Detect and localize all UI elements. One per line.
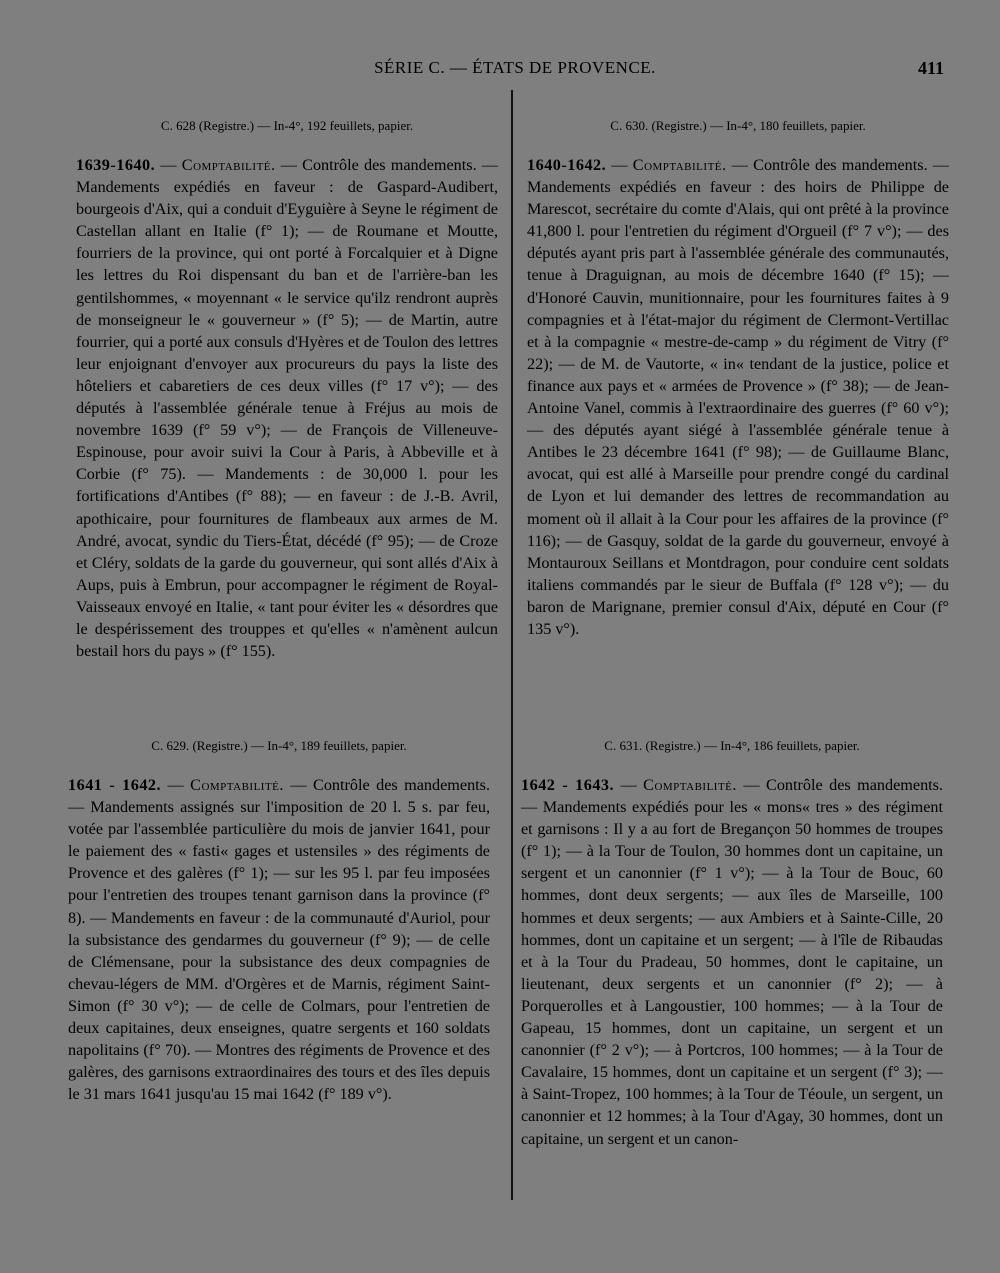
entry-caption: C. 629. (Registre.) — In-4°, 189 feuillets, papier. [151,738,407,753]
entry-text: Contrôle des mandements. — Mandements expédiés pour les « mons« tres » des régiment et garnisons : Il y a au fort de Bregançon 50 hommes de troupes (f° 1); — à la Tour de Toulon, 30 hommes dont un capitaine, un sergent et un canonnier (f° 1 v°); — à la Tour de Bouc, 60 hommes, dont deux sergents; — aux îles de Marseille, 100 hommes et deux sergents; — aux Ambiers et à Sainte-Cille, 20 hommes, dont un capitaine et un sergent; — à l'île de Ribaudas et à la Tour du Pradeau, 50 hommes, dont le capitaine, un lieutenant, deux sergents et un canonnier (f° 2); — à Porquerolles et à Langoustier, 100 hommes; — à la Tour de Gapeau, 15 hommes, dont un capitaine, un sergent et un canonnier (f° 2 v°); — à Portcros, 100 hommes; — à la Tour de Cavalaire, 15 hommes, dont un capitaine et un sergent (f° 3); — à Saint-Tropez, 100 hommes; à la Tour de Téoule, un sergent, un canonnier et 12 hommes; à la Tour d'Agay, 30 hommes, dont un capitaine, un sergent et un canon- [521,776,944,1148]
entry-rubric: Comptabilité. [632,156,727,174]
entry-rubric: Comptabilité. [643,776,737,794]
entry-text: Contrôle des mandements. — Mandements assignés sur l'imposition de 20 l. 5 s. par feu, votée par l'assemblée particulière du mois de janvier 1641, pour le paiement des « fasti« gages et ustensiles » des régiments de Provence et des galères (f° 1); — sur les 95 l. par feu imposées pour l'entretien des troupes tenant garnison dans la province (f° 8). — Mandements en faveur : de la communauté d'Auriol, pour la subsistance des gendarmes du gouverneur (f° 9); — de celle de Clémensane, pour la subsistance des deux compagnies de chevau-légers de MM. d'Orgères et de Marnis, régiment Saint-Simon (f° 30 v°); — de celle de Colmars, pour l'entretien de deux capitaines, deux enseignes, quatre sergents et 160 soldats napolitains (f° 70). — Montres des régiments de Provence et des galères, des garnisons extraordinaires des tours et des îles depuis le 31 mars 1641 jusqu'au 15 mai 1642 (f° 189 v°). [68,776,491,1104]
entry-rubric: Comptabilité. [190,776,284,794]
entry-c630 [527,118,949,640]
entry-body: 1642 - 1643. — Comptabilité. — Contrôle des mandements. — Mandements expédiés pour les « mons« tres » des régiment et garnisons : Il y a au fort de Bregançon 50 hommes de troupes (f° 1); — à la Tour de Toulon, 30 hommes dont un capitaine, un sergent et un canonnier (f° 1 v°); — à la Tour de Bouc, 60 hommes, dont deux sergents; — aux îles de Marseille, 100 hommes et deux sergents; — aux Ambiers et à Sainte-Cille, 20 hommes, dont un capitaine et un sergent; — à l'île de Ribaudas et à la Tour du Pradeau, 50 hommes, dont le capitaine, un lieutenant, deux sergents et un canonnier (f° 2); — à Porquerolles et à Langoustier, 100 hommes; — à la Tour de Gapeau, 15 hommes, dont un capitaine, un sergent et un canonnier (f° 2 v°); — à Portcros, 100 hommes; — à la Tour de Cavalaire, 15 hommes, dont un capitaine et un sergent (f° 3); — à Saint-Tropez, 100 hommes; à la Tour de Téoule, un sergent, un canonnier et 12 hommes; à la Tour d'Agay, 30 hommes, dont un capitaine, un sergent et un canon- [521,776,944,1148]
entry-body: 1641 - 1642. — Comptabilité. — Contrôle des mandements. — Mandements assignés sur l'imposition de 20 l. 5 s. par feu, votée par l'assemblée particulière du mois de janvier 1641, pour le paiement des « fasti« gages et ustensiles » des régiments de Provence et des galères (f° 1); — sur les 95 l. par feu imposées pour l'entretien des troupes tenant garnison dans la province (f° 8). — Mandements en faveur : de la communauté d'Auriol, pour la subsistance des gendarmes du gouverneur (f° 9); — de celle de Clémensane, pour la subsistance des deux compagnies de chevau-légers de MM. d'Orgères et de Marnis, régiment Saint-Simon (f° 30 v°); — de celle de Colmars, pour l'entretien de deux capitaines, deux enseignes, quatre sergents et 160 soldats napolitains (f° 70). — Montres des régiments de Provence et des galères, des garnisons extraordinaires des tours et des îles depuis le 31 mars 1641 jusqu'au 15 mai 1642 (f° 189 v°). [68,776,491,1104]
entry-caption: C. 631. (Registre.) — In-4°, 186 feuillets, papier. [604,738,860,753]
entry-caption: C. 630. (Registre.) — In-4°, 180 feuillets, papier. [610,118,866,133]
entry-date: 1642 - 1643. [521,776,615,794]
entry-date: 1640-1642. [527,156,607,174]
entry-date: 1639-1640. [76,156,156,174]
entry-body: 1640-1642. — Comptabilité. — Contrôle des mandements. — Mandements expédiés en faveur : des hoirs de Philippe de Marescot, secrétaire du comte d'Alais, qui ont prêté à la province 41,800 l. pour l'entretien du régiment d'Orgueil (f° 7 v°); — des députés ayant pris part à l'assemblée générale des communautés, tenue à Draguignan, au mois de décembre 1640 (f° 15); — d'Honoré Cauvin, munitionnaire, pour les fournitures faites à 9 compagnies et à l'état-major du régiment de Clermont-Vertillac et à la compagnie « mestre-de-camp » du régiment de Vitry (f° 22); — de M. de Vautorte, « in« tendant de la justice, police et finance aux pays et « armées de Provence » (f° 38); — de Jean-Antoine Vanel, commis à l'extraordinaire des guerres (f° 60 v°); — des députés ayant siégé à l'assemblée générale tenue à Antibes le 23 décembre 1641 (f° 98); — de Guillaume Blanc, avocat, qui est allé à Marseille pour prendre congé du cardinal de Lyon et lui demander des lettres de recommandation au moment où il allait à la Cour pour les affaires de la province (f° 116); — de Gasquy, soldat de la garde du gouverneur, envoyé à Montauroux Seillans et Montdragon, pour conduire cent soldats italiens commandés par le sieur de Buffala (f° 128 v°); — du baron de Marignane, premier consul d'Aix, député en Cour (f° 135 v°). [527,156,949,638]
page-number: 411 [918,58,945,78]
entry-c631 [521,738,943,1150]
entry-date: 1641 - 1642. [68,776,162,794]
entry-c629 [68,738,490,1105]
entry-c628 [76,118,498,662]
entry-text: Contrôle des mandements. — Mandements expédiés en faveur : des hoirs de Philippe de Marescot, secrétaire du comte d'Alais, qui ont prêté à la province 41,800 l. pour l'entretien du régiment d'Orgueil (f° 7 v°); — des députés ayant pris part à l'assemblée générale des communautés, tenue à Draguignan, au mois de décembre 1640 (f° 15); — d'Honoré Cauvin, munitionnaire, pour les fournitures faites à 9 compagnies et à l'état-major du régiment de Clermont-Vertillac et à la compagnie « mestre-de-camp » du régiment de Vitry (f° 22); — de M. de Vautorte, « in« tendant de la justice, police et finance aux pays et « armées de Provence » (f° 38); — de Jean-Antoine Vanel, commis à l'extraordinaire des guerres (f° 60 v°); — des députés ayant siégé à l'assemblée générale tenue à Antibes le 23 décembre 1641 (f° 98); — de Guillaume Blanc, avocat, qui est allé à Marseille pour prendre congé du cardinal de Lyon et lui demander des lettres de recommandation au moment où il allait à la Cour pour les affaires de la province (f° 116); — de Gasquy, soldat de la garde du gouverneur, envoyé à Montauroux Seillans et Montdragon, pour conduire cent soldats italiens commandés par le sieur de Buffala (f° 128 v°); — du baron de Marignane, premier consul d'Aix, député en Cour (f° 135 v°). [527,156,949,638]
entry-rubric: Comptabilité. [181,156,276,174]
entry-caption: C. 628 (Registre.) — In-4°, 192 feuillets, papier. [160,118,414,133]
column-divider [511,90,513,1200]
page-title: SÉRIE C. — ÉTATS DE PROVENCE. [374,58,656,77]
entry-text: Contrôle des mandements. — Mandements expédiés en faveur : de Gaspard-Audibert, bourgeois d'Aix, qui a conduit d'Eyguière à Seyne le régiment de Castellan allant en Italie (f° 1); — de Roumane et Moutte, fourriers de la province, qui ont porté à Forcalquier et à Digne les lettres du Roi dispensant du ban et de l'arrière-ban les gentilshommes, « moyennant « le service qu'ilz rendront auprès de monseigneur le « gouverneur » (f° 5); — de Martin, autre fourrier, qui a porté aux consuls d'Hyères et de Toulon des lettres leur enjoignant d'envoyer aux procureurs du pays la liste des hôteliers et cabaretiers de ces deux villes (f° 17 v°); — des députés à l'assemblée générale tenue à Fréjus au mois de novembre 1639 (f° 59 v°); — de François de Villeneuve-Espinouse, pour avoir suivi la Cour à Paris, à Abbeville et à Corbie (f° 75). — Mandements : de 30,000 l. pour les fortifications d'Antibes (f° 88); — en faveur : de J.-B. Avril, apothicaire, pour fournitures de flambeaux aux armes de M. André, avocat, syndic du Tiers-État, décédé (f° 95); — de Croze et Cléry, soldats de la garde du gouverneur, qui sont allés d'Aix à Aups, puis à Embrun, pour accompagner le régiment de Royal-Vaisseaux envoyé en Italie, « tant pour éviter les « désordres que le despérissement des trouppes et qu'elles « n'amènent aulcun bestail hors du pays » (f° 155). [76,156,498,661]
entry-body: 1639-1640. — Comptabilité. — Contrôle des mandements. — Mandements expédiés en faveur : de Gaspard-Audibert, bourgeois d'Aix, qui a conduit d'Eyguière à Seyne le régiment de Castellan allant en Italie (f° 1); — de Roumane et Moutte, fourriers de la province, qui ont porté à Forcalquier et à Digne les lettres du Roi dispensant du ban et de l'arrière-ban les gentilshommes, « moyennant « le service qu'ilz rendront auprès de monseigneur le « gouverneur » (f° 5); — de Martin, autre fourrier, qui a porté aux consuls d'Hyères et de Toulon des lettres leur enjoignant d'envoyer aux procureurs du pays la liste des hôteliers et cabaretiers de ces deux villes (f° 17 v°); — des députés à l'assemblée générale tenue à Fréjus au mois de novembre 1639 (f° 59 v°); — de François de Villeneuve-Espinouse, pour avoir suivi la Cour à Paris, à Abbeville et à Corbie (f° 75). — Mandements : de 30,000 l. pour les fortifications d'Antibes (f° 88); — en faveur : de J.-B. Avril, apothicaire, pour fournitures de flambeaux aux armes de M. André, avocat, syndic du Tiers-État, décédé (f° 95); — de Croze et Cléry, soldats de la garde du gouverneur, qui sont allés d'Aix à Aups, puis à Embrun, pour accompagner le régiment de Royal-Vaisseaux envoyé en Italie, « tant pour éviter les « désordres que le despérissement des trouppes et qu'elles « n'amènent aulcun bestail hors du pays » (f° 155). [76,156,498,661]
